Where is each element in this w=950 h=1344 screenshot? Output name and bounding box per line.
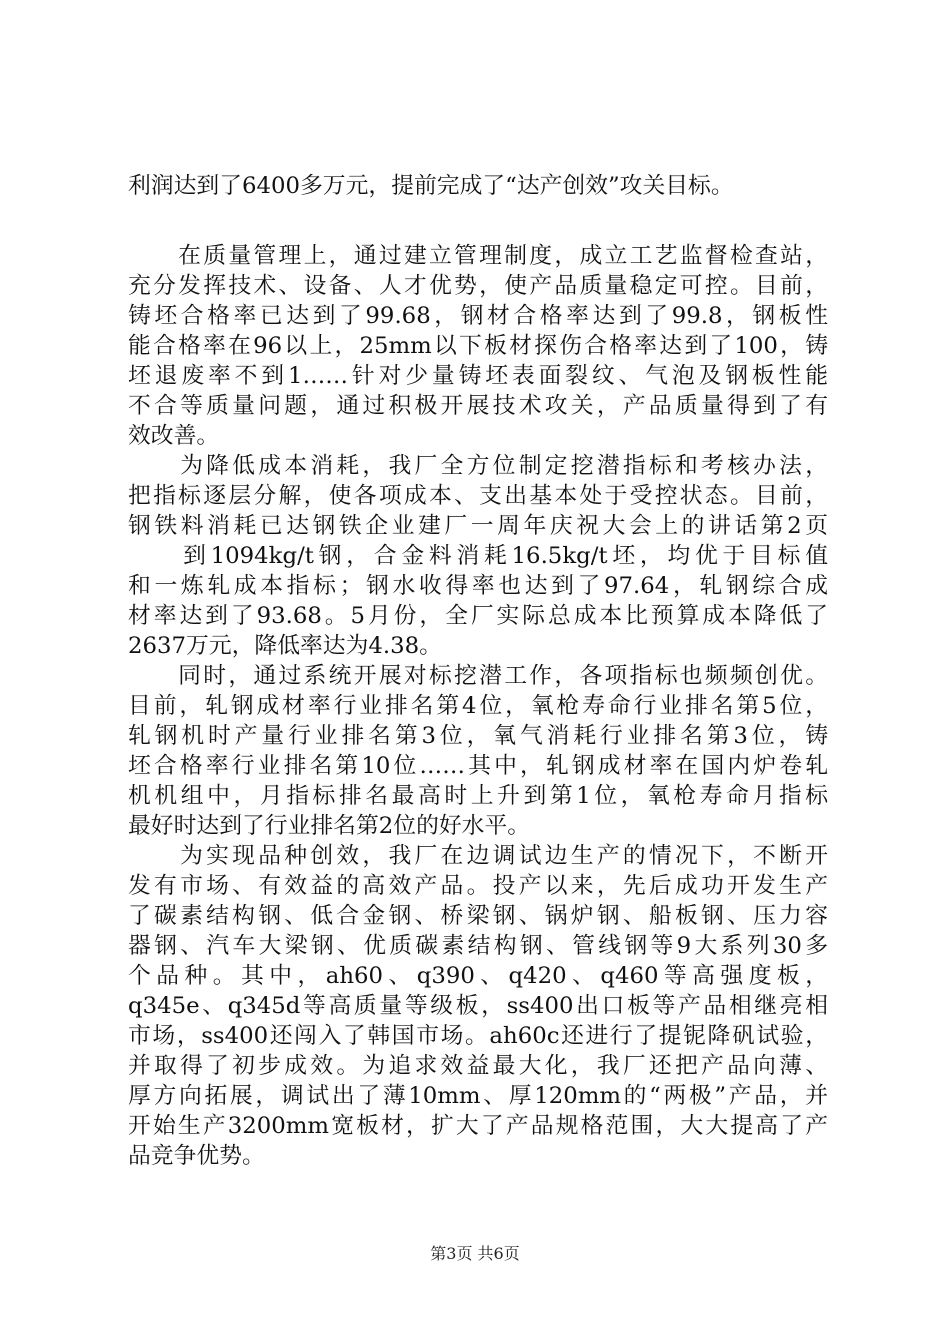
text-line: 不合等质量问题，通过积极开展技术攻关，产品质量得到了有	[128, 393, 828, 419]
text-line: q345e、q345d等高质量等级板，ss400出口板等产品相继亮相	[128, 993, 828, 1019]
text-line: 同时，通过系统开展对标挖潜工作，各项指标也频频创优。	[128, 663, 828, 689]
text-line: 钢铁料消耗已达钢铁企业建厂一周年庆祝大会上的讲话第2页	[128, 513, 828, 539]
text-line: 最好时达到了行业排名第2位的好水平。	[128, 813, 531, 839]
text-line: 市场，ss400还闯入了韩国市场。ah60c还进行了提铌降矾试验，	[128, 1023, 828, 1049]
text-line: 和一炼轧成本指标；钢水收得率也达到了97.64，轧钢综合成	[128, 573, 828, 599]
page-number-footer: 第3页 共6页	[430, 1244, 520, 1263]
text-line: 效改善。	[128, 423, 220, 449]
text-line: 材率达到了93.68。5月份，全厂实际总成本比预算成本降低了	[128, 603, 828, 629]
text-line: 坯退废率不到1……针对少量铸坯表面裂纹、气泡及钢板性能	[128, 363, 828, 389]
text-line: 到1094kg/t钢，合金料消耗16.5kg/t坯，均优于目标值	[128, 543, 828, 569]
text-line: 了碳素结构钢、低合金钢、桥梁钢、锅炉钢、船板钢、压力容	[128, 903, 828, 929]
text-line: 充分发挥技术、设备、人才优势，使产品质量稳定可控。目前，	[128, 273, 828, 299]
text-line: 厚方向拓展，调试出了薄10mm、厚120mm的“两极”产品，并	[128, 1083, 828, 1109]
text-line: 为降低成本消耗，我厂全方位制定挖潜指标和考核办法，	[128, 453, 828, 479]
text-line: 能合格率在96以上，25mm以下板材探伤合格率达到了100，铸	[128, 333, 828, 359]
text-line: 铸坯合格率已达到了99.68，钢材合格率达到了99.8，钢板性	[128, 303, 828, 329]
text-line: 品竞争优势。	[128, 1143, 265, 1169]
text-line: 利润达到了6400多万元，提前完成了“达产创效”攻关目标。	[128, 173, 734, 199]
text-line: 机机组中，月指标排名最高时上升到第1位，氧枪寿命月指标	[128, 783, 828, 809]
text-line: 为实现品种创效，我厂在边调试边生产的情况下，不断开	[128, 843, 828, 869]
text-line: 开始生产3200mm宽板材，扩大了产品规格范围，大大提高了产	[128, 1113, 828, 1139]
text-line: 并取得了初步成效。为追求效益最大化，我厂还把产品向薄、	[128, 1053, 828, 1079]
text-line: 坯合格率行业排名第10位……其中，轧钢成材率在国内炉卷轧	[128, 753, 828, 779]
text-line: 在质量管理上，通过建立管理制度，成立工艺监督检查站，	[128, 243, 828, 269]
text-line: 把指标逐层分解，使各项成本、支出基本处于受控状态。目前，	[128, 483, 828, 509]
text-line: 器钢、汽车大梁钢、优质碳素结构钢、管线钢等9大系列30多	[128, 933, 828, 959]
text-line: 目前，轧钢成材率行业排名第4位，氧枪寿命行业排名第5位，	[128, 693, 828, 719]
text-line: 个品种。其中，ah60、q390、q420、q460等高强度板，	[128, 963, 828, 989]
text-line: 轧钢机时产量行业排名第3位，氧气消耗行业排名第3位，铸	[128, 723, 828, 749]
text-line: 2637万元，降低率达为4.38。	[128, 633, 442, 659]
text-line: 发有市场、有效益的高效产品。投产以来，先后成功开发生产	[128, 873, 828, 899]
